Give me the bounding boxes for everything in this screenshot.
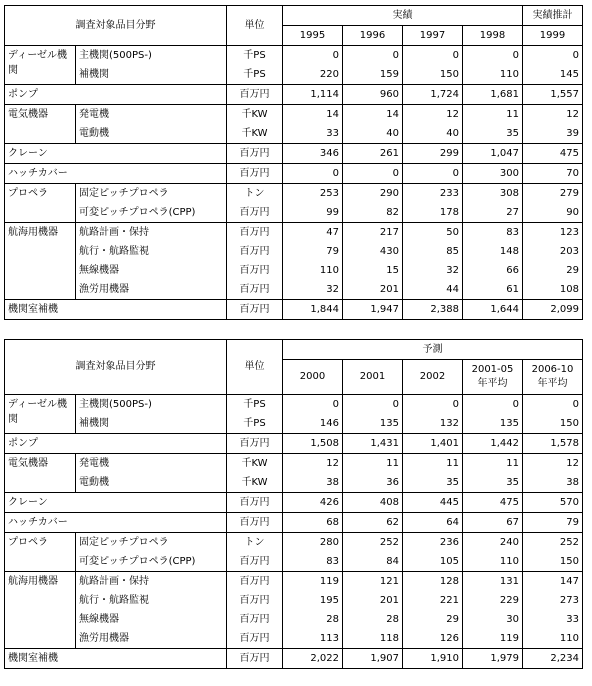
table-row xyxy=(5,493,583,513)
year-header: 1998 xyxy=(463,26,523,46)
value-cell: 12 xyxy=(523,454,583,474)
subcategory-cell: 固定ピッチプロペラ xyxy=(76,184,227,204)
value-cell: 105 xyxy=(403,552,463,572)
value-cell: 38 xyxy=(283,473,343,493)
table-row xyxy=(5,223,583,243)
value-cell: 0 xyxy=(463,46,523,66)
value-cell: 67 xyxy=(463,513,523,533)
table-row xyxy=(5,395,583,415)
category-cell: ポンプ xyxy=(5,85,227,105)
value-cell: 131 xyxy=(463,572,523,592)
unit-header: 単位 xyxy=(227,6,283,46)
value-cell: 430 xyxy=(343,242,403,261)
forecast-group-header: 予測 xyxy=(283,340,583,360)
value-cell: 252 xyxy=(523,533,583,553)
category-cell: クレーン xyxy=(5,493,227,513)
subcategory-cell: 可変ピッチプロペラ(CPP) xyxy=(76,552,227,572)
unit-cell: 千PS xyxy=(227,46,283,66)
table-row xyxy=(5,280,583,300)
subcategory-cell: 漁労用機器 xyxy=(76,280,227,300)
value-cell: 0 xyxy=(343,395,403,415)
value-cell: 0 xyxy=(343,46,403,66)
table-row xyxy=(5,85,583,105)
value-cell: 1,979 xyxy=(463,649,523,669)
table-row xyxy=(5,649,583,669)
value-cell: 113 xyxy=(283,629,343,649)
table-row xyxy=(5,242,583,261)
value-cell: 1,508 xyxy=(283,434,343,454)
table-row xyxy=(5,46,583,66)
value-cell: 29 xyxy=(403,610,463,629)
subcategory-cell: 航路計画・保持 xyxy=(76,572,227,592)
value-cell: 1,907 xyxy=(343,649,403,669)
value-cell: 0 xyxy=(523,395,583,415)
value-cell: 178 xyxy=(403,203,463,223)
value-cell: 0 xyxy=(283,46,343,66)
category-cell: 機関室補機 xyxy=(5,300,227,320)
year-header: 1997 xyxy=(403,26,463,46)
value-cell: 99 xyxy=(283,203,343,223)
table-row xyxy=(5,473,583,493)
forecast-table xyxy=(4,339,583,669)
value-cell: 1,047 xyxy=(463,144,523,164)
table-row xyxy=(5,184,583,204)
value-cell: 32 xyxy=(283,280,343,300)
table-row xyxy=(5,591,583,610)
value-cell: 35 xyxy=(403,473,463,493)
value-cell: 35 xyxy=(463,473,523,493)
value-cell: 123 xyxy=(523,223,583,243)
value-cell: 40 xyxy=(343,124,403,144)
value-cell: 570 xyxy=(523,493,583,513)
unit-cell: 百万円 xyxy=(227,591,283,610)
value-cell: 1,844 xyxy=(283,300,343,320)
value-cell: 30 xyxy=(463,610,523,629)
value-cell: 135 xyxy=(463,414,523,434)
value-cell: 66 xyxy=(463,261,523,280)
value-cell: 426 xyxy=(283,493,343,513)
table-row xyxy=(5,513,583,533)
value-cell: 0 xyxy=(403,164,463,184)
value-cell: 236 xyxy=(403,533,463,553)
unit-cell: 百万円 xyxy=(227,629,283,649)
value-cell: 475 xyxy=(463,493,523,513)
table-row xyxy=(5,203,583,223)
unit-cell: 百万円 xyxy=(227,85,283,105)
value-cell: 148 xyxy=(463,242,523,261)
category-cell: ポンプ xyxy=(5,434,227,454)
category-cell: 機関室補機 xyxy=(5,649,227,669)
unit-cell: 百万円 xyxy=(227,513,283,533)
unit-cell: 千PS xyxy=(227,65,283,85)
value-cell: 159 xyxy=(343,65,403,85)
value-cell: 128 xyxy=(403,572,463,592)
value-cell: 83 xyxy=(283,552,343,572)
table-row xyxy=(5,572,583,592)
value-cell: 119 xyxy=(463,629,523,649)
unit-cell: トン xyxy=(227,184,283,204)
subcategory-cell: 固定ピッチプロペラ xyxy=(76,533,227,553)
value-cell: 195 xyxy=(283,591,343,610)
value-cell: 2,099 xyxy=(523,300,583,320)
subcategory-cell: 発電機 xyxy=(76,105,227,125)
value-cell: 221 xyxy=(403,591,463,610)
subcategory-cell: 発電機 xyxy=(76,454,227,474)
value-cell: 147 xyxy=(523,572,583,592)
value-cell: 79 xyxy=(283,242,343,261)
value-cell: 12 xyxy=(283,454,343,474)
table-row xyxy=(5,144,583,164)
unit-cell: 百万円 xyxy=(227,610,283,629)
subcategory-cell: 電動機 xyxy=(76,124,227,144)
value-cell: 0 xyxy=(283,395,343,415)
value-cell: 70 xyxy=(523,164,583,184)
value-cell: 1,947 xyxy=(343,300,403,320)
table-row xyxy=(5,65,583,85)
value-cell: 273 xyxy=(523,591,583,610)
value-cell: 201 xyxy=(343,280,403,300)
subcategory-cell: 電動機 xyxy=(76,473,227,493)
unit-cell: 百万円 xyxy=(227,242,283,261)
value-cell: 150 xyxy=(523,552,583,572)
year-header: 2001 xyxy=(343,360,403,395)
value-cell: 279 xyxy=(523,184,583,204)
value-cell: 308 xyxy=(463,184,523,204)
unit-cell: 百万円 xyxy=(227,434,283,454)
value-cell: 0 xyxy=(463,395,523,415)
value-cell: 1,442 xyxy=(463,434,523,454)
value-cell: 28 xyxy=(343,610,403,629)
value-cell: 50 xyxy=(403,223,463,243)
value-cell: 126 xyxy=(403,629,463,649)
year-header: 1999 xyxy=(523,26,583,46)
value-cell: 84 xyxy=(343,552,403,572)
value-cell: 0 xyxy=(343,164,403,184)
actual-results-table xyxy=(4,5,583,320)
value-cell: 145 xyxy=(523,65,583,85)
value-cell: 252 xyxy=(343,533,403,553)
category-cell: ハッチカバー xyxy=(5,513,227,533)
unit-cell: 百万円 xyxy=(227,203,283,223)
value-cell: 150 xyxy=(403,65,463,85)
table-row xyxy=(5,454,583,474)
category-cell: ハッチカバー xyxy=(5,164,227,184)
category-header: 調査対象品目分野 xyxy=(5,340,227,395)
value-cell: 203 xyxy=(523,242,583,261)
value-cell: 85 xyxy=(403,242,463,261)
value-cell: 11 xyxy=(463,105,523,125)
value-cell: 121 xyxy=(343,572,403,592)
unit-cell: 百万円 xyxy=(227,223,283,243)
unit-cell: 百万円 xyxy=(227,164,283,184)
value-cell: 14 xyxy=(283,105,343,125)
value-cell: 261 xyxy=(343,144,403,164)
value-cell: 1,401 xyxy=(403,434,463,454)
category-cell: クレーン xyxy=(5,144,227,164)
unit-cell: 千KW xyxy=(227,124,283,144)
unit-cell: 百万円 xyxy=(227,552,283,572)
value-cell: 1,910 xyxy=(403,649,463,669)
value-cell: 64 xyxy=(403,513,463,533)
value-cell: 11 xyxy=(403,454,463,474)
value-cell: 1,578 xyxy=(523,434,583,454)
value-cell: 110 xyxy=(463,552,523,572)
value-cell: 29 xyxy=(523,261,583,280)
value-cell: 39 xyxy=(523,124,583,144)
value-cell: 35 xyxy=(463,124,523,144)
value-cell: 36 xyxy=(343,473,403,493)
value-cell: 32 xyxy=(403,261,463,280)
value-cell: 108 xyxy=(523,280,583,300)
value-cell: 229 xyxy=(463,591,523,610)
value-cell: 220 xyxy=(283,65,343,85)
year-header: 2000 xyxy=(283,360,343,395)
category-cell: 航海用機器 xyxy=(5,572,76,649)
value-cell: 445 xyxy=(403,493,463,513)
value-cell: 44 xyxy=(403,280,463,300)
category-cell: ディーゼル機関 xyxy=(5,46,76,85)
year-header: 2002 xyxy=(403,360,463,395)
value-cell: 12 xyxy=(403,105,463,125)
value-cell: 475 xyxy=(523,144,583,164)
unit-cell: 千KW xyxy=(227,473,283,493)
value-cell: 299 xyxy=(403,144,463,164)
unit-cell: 千KW xyxy=(227,454,283,474)
value-cell: 15 xyxy=(343,261,403,280)
value-cell: 27 xyxy=(463,203,523,223)
value-cell: 1,724 xyxy=(403,85,463,105)
unit-cell: 百万円 xyxy=(227,280,283,300)
unit-cell: 百万円 xyxy=(227,649,283,669)
value-cell: 300 xyxy=(463,164,523,184)
subcategory-cell: 主機関(500PS-) xyxy=(76,46,227,66)
value-cell: 1,644 xyxy=(463,300,523,320)
value-cell: 960 xyxy=(343,85,403,105)
table-row xyxy=(5,629,583,649)
table-row xyxy=(5,552,583,572)
value-cell: 2,022 xyxy=(283,649,343,669)
unit-cell: 百万円 xyxy=(227,493,283,513)
category-cell: プロペラ xyxy=(5,184,76,223)
actual-results-body xyxy=(5,46,583,320)
subcategory-cell: 主機関(500PS-) xyxy=(76,395,227,415)
actual-group-header: 実績 xyxy=(283,6,523,26)
value-cell: 79 xyxy=(523,513,583,533)
value-cell: 11 xyxy=(343,454,403,474)
value-cell: 150 xyxy=(523,414,583,434)
value-cell: 132 xyxy=(403,414,463,434)
unit-cell: 百万円 xyxy=(227,300,283,320)
table-row xyxy=(5,164,583,184)
unit-cell: 百万円 xyxy=(227,144,283,164)
forecast-body xyxy=(5,395,583,669)
unit-cell: 百万円 xyxy=(227,572,283,592)
category-cell: プロペラ xyxy=(5,533,76,572)
unit-cell: 千PS xyxy=(227,414,283,434)
value-cell: 28 xyxy=(283,610,343,629)
value-cell: 346 xyxy=(283,144,343,164)
category-header: 調査対象品目分野 xyxy=(5,6,227,46)
year-header: 2001-05 年平均 xyxy=(463,360,523,395)
value-cell: 0 xyxy=(403,395,463,415)
value-cell: 90 xyxy=(523,203,583,223)
unit-cell: 百万円 xyxy=(227,261,283,280)
table-row xyxy=(5,300,583,320)
estimate-group-header: 実績推計 xyxy=(523,6,583,26)
value-cell: 0 xyxy=(283,164,343,184)
value-cell: 253 xyxy=(283,184,343,204)
value-cell: 290 xyxy=(343,184,403,204)
value-cell: 110 xyxy=(463,65,523,85)
value-cell: 1,431 xyxy=(343,434,403,454)
unit-cell: トン xyxy=(227,533,283,553)
value-cell: 2,234 xyxy=(523,649,583,669)
value-cell: 2,388 xyxy=(403,300,463,320)
category-cell: 航海用機器 xyxy=(5,223,76,300)
value-cell: 110 xyxy=(283,261,343,280)
value-cell: 38 xyxy=(523,473,583,493)
subcategory-cell: 無線機器 xyxy=(76,610,227,629)
value-cell: 201 xyxy=(343,591,403,610)
value-cell: 0 xyxy=(403,46,463,66)
category-cell: 電気機器 xyxy=(5,105,76,144)
value-cell: 12 xyxy=(523,105,583,125)
subcategory-cell: 航行・航路監視 xyxy=(76,242,227,261)
table-row xyxy=(5,610,583,629)
subcategory-cell: 航行・航路監視 xyxy=(76,591,227,610)
value-cell: 62 xyxy=(343,513,403,533)
value-cell: 408 xyxy=(343,493,403,513)
table-row xyxy=(5,124,583,144)
value-cell: 0 xyxy=(523,46,583,66)
year-header: 1995 xyxy=(283,26,343,46)
table-row xyxy=(5,261,583,280)
value-cell: 280 xyxy=(283,533,343,553)
value-cell: 83 xyxy=(463,223,523,243)
value-cell: 233 xyxy=(403,184,463,204)
unit-cell: 千PS xyxy=(227,395,283,415)
value-cell: 240 xyxy=(463,533,523,553)
value-cell: 47 xyxy=(283,223,343,243)
value-cell: 40 xyxy=(403,124,463,144)
value-cell: 118 xyxy=(343,629,403,649)
value-cell: 82 xyxy=(343,203,403,223)
category-cell: ディーゼル機関 xyxy=(5,395,76,434)
table-row xyxy=(5,414,583,434)
value-cell: 217 xyxy=(343,223,403,243)
value-cell: 11 xyxy=(463,454,523,474)
value-cell: 33 xyxy=(523,610,583,629)
year-header: 1996 xyxy=(343,26,403,46)
value-cell: 146 xyxy=(283,414,343,434)
subcategory-cell: 可変ピッチプロペラ(CPP) xyxy=(76,203,227,223)
value-cell: 135 xyxy=(343,414,403,434)
table-row xyxy=(5,105,583,125)
value-cell: 119 xyxy=(283,572,343,592)
unit-header: 単位 xyxy=(227,340,283,395)
subcategory-cell: 漁労用機器 xyxy=(76,629,227,649)
category-cell: 電気機器 xyxy=(5,454,76,493)
value-cell: 14 xyxy=(343,105,403,125)
value-cell: 1,681 xyxy=(463,85,523,105)
table-row xyxy=(5,434,583,454)
value-cell: 110 xyxy=(523,629,583,649)
subcategory-cell: 補機関 xyxy=(76,65,227,85)
value-cell: 61 xyxy=(463,280,523,300)
subcategory-cell: 補機関 xyxy=(76,414,227,434)
table-row xyxy=(5,533,583,553)
value-cell: 1,114 xyxy=(283,85,343,105)
value-cell: 33 xyxy=(283,124,343,144)
value-cell: 1,557 xyxy=(523,85,583,105)
subcategory-cell: 無線機器 xyxy=(76,261,227,280)
value-cell: 68 xyxy=(283,513,343,533)
unit-cell: 千KW xyxy=(227,105,283,125)
subcategory-cell: 航路計画・保持 xyxy=(76,223,227,243)
year-header: 2006-10 年平均 xyxy=(523,360,583,395)
